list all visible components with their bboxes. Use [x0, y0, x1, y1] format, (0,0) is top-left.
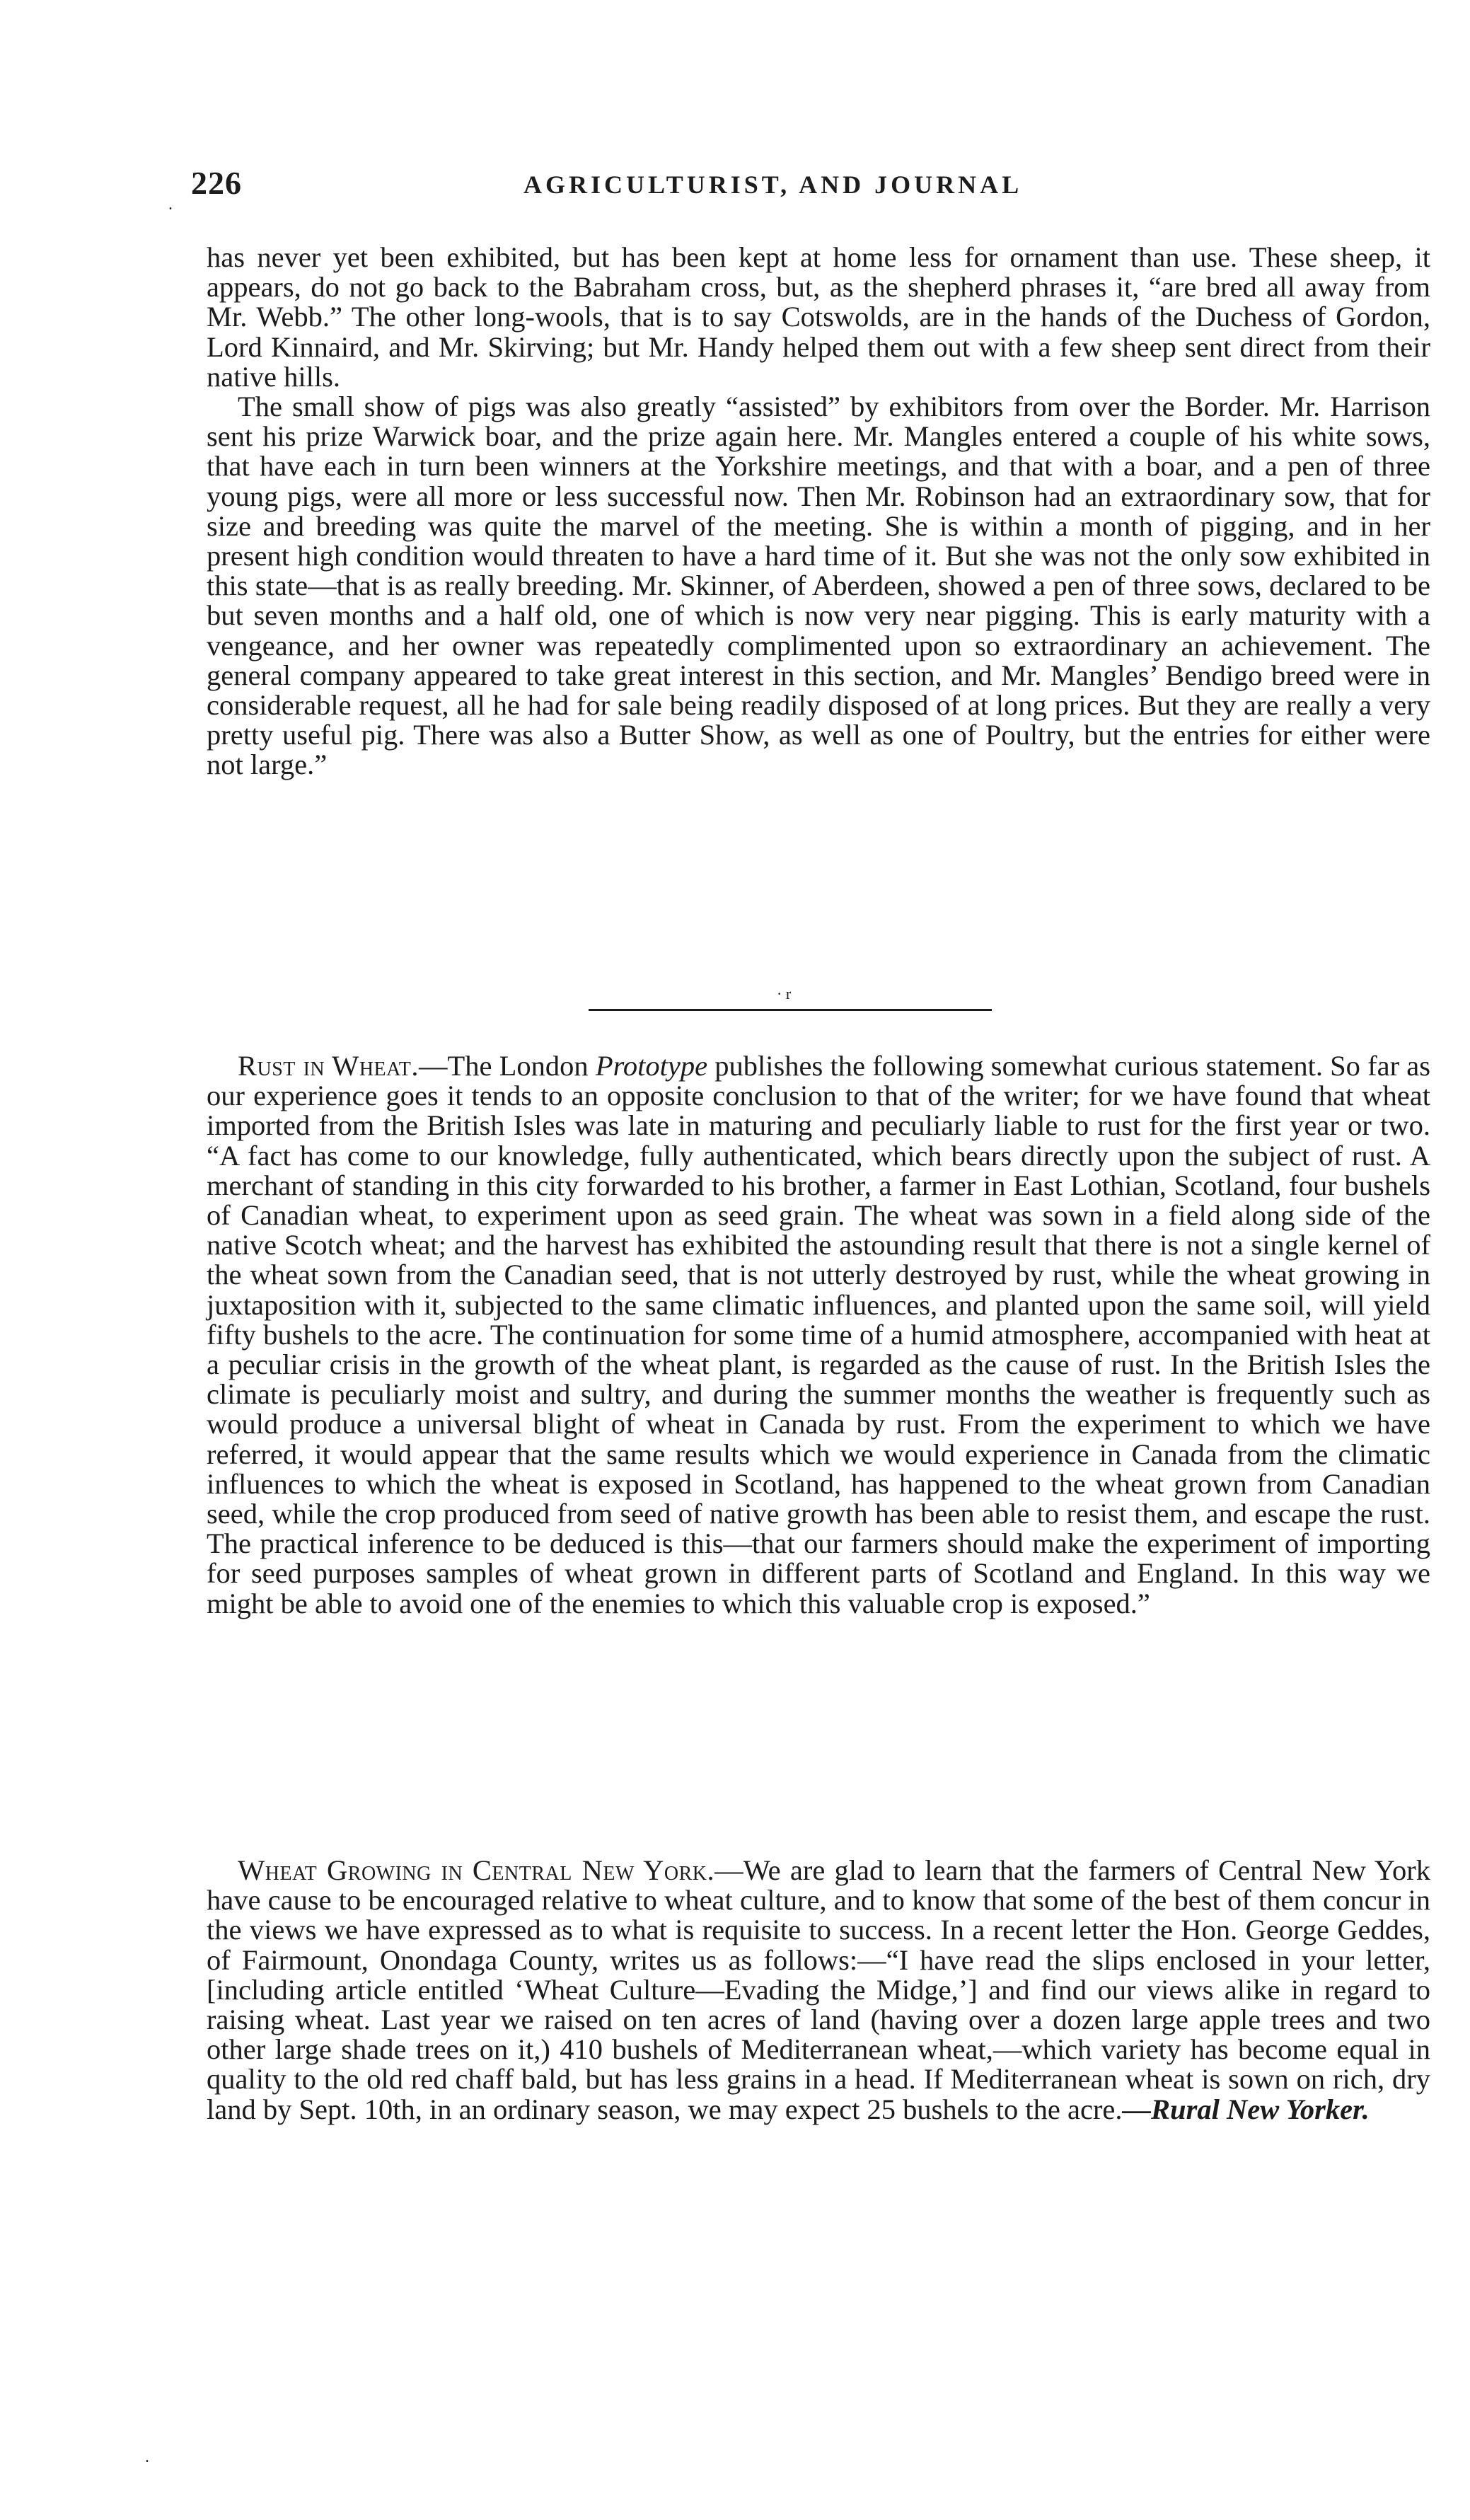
article-livestock-show	[207, 243, 1430, 780]
page-number: 226	[191, 165, 242, 201]
section-divider	[589, 1009, 992, 1011]
article-text: —We are glad to learn that the farmers of Central New York have cause to be encouraged relative to wheat culture, and to know that some of the best of them concur in the views we have expressed as to what is requisite to success. In a recent letter the Hon. George Geddes, of Fairmount, Onondaga County, writes us as follows:—“I have read the slips enclosed in your letter, [including article entitled ‘Wheat Culture—Evading the Midge,’] and find our views alike in regard to raising wheat. Last year we raised on ten acres of land (having over a dozen large apple trees and two other large shade trees on it,) 410 bushels of Mediterranean wheat,—which variety has become equal in quality to the old red chaff bald, but has less grains in a head. If Mediterranean wheat is sown on rich, dry land by Sept. 10th, in an ordinary season, we may expect 25 bushels to the acre.	[207, 1854, 1430, 2125]
margin-mark: .	[145, 2448, 149, 2466]
source-attribution: —Rural New Yorker.	[1122, 2093, 1370, 2125]
divider-mark: · r	[777, 985, 792, 1002]
article-wheat-growing	[207, 1856, 1430, 2125]
paragraph-wheat-growing	[207, 1856, 1430, 2125]
article-heading: Rust in Wheat.	[238, 1050, 419, 1082]
running-head	[191, 164, 1436, 207]
paragraph-rust-in-wheat	[207, 1051, 1430, 1619]
article-heading: Wheat Growing in Central New York.	[238, 1854, 715, 1886]
margin-mark: .	[168, 195, 173, 214]
article-rust-in-wheat	[207, 1051, 1430, 1619]
article-text: —The London	[419, 1050, 596, 1082]
paragraph-sheep: has never yet been exhibited, but has been kept at home less for ornament than use. These sheep, it appears, do not go back to the Babraham cross, but, as the shepherd phrases it, “are bred all away from Mr. Webb.” The other long-wools, that is to say Cotswolds, are in the hands of the Duchess of Gordon, Lord Kinnaird, and Mr. Skirving; but Mr. Handy helped them out with a few sheep sent direct from their native hills.	[207, 241, 1430, 393]
article-text: publishes the following somewhat curious statement. So far as our experience goes it tends to an opposite conclusion to that of the writer; for we have found that wheat imported from the British Isles was late in maturing and peculiarly liable to rust for the first year or two. “A fact has come to our knowledge, fully authenticated, which bears directly upon the subject of rust. A merchant of standing in this city forwarded to his brother, a farmer in East Lothian, Scotland, four bushels of Canadian wheat, to experiment upon as seed grain. The wheat was sown in a field along side of the native Scotch wheat; and the harvest has exhibited the astounding result that there is not a single kernel of the wheat sown from the Canadian seed, that is not utterly destroyed by rust, while the wheat growing in juxtaposition with it, subjected to the same climatic influences, and planted upon the same soil, will yield fifty bushels to the acre. The continuation for some time of a humid atmosphere, accompanied with heat at a peculiar crisis in the growth of the wheat plant, is regarded as the cause of rust. In the British Isles the climate is peculiarly moist and sultry, and during the summer months the weather is frequently such as would produce a universal blight of wheat in Canada by rust. From the experiment to which we have referred, it would appear that the same results which we would experience in Canada from the climatic influences to which the wheat is exposed in Scotland, has happened to the wheat grown from Canadian seed, while the crop produced from seed of native growth has been able to resist them, and escape the rust. The practical inference to be deduced is this—that our farmers should make the experiment of importing for seed purposes samples of wheat grown in different parts of Scotland and England. In this way we might be able to avoid one of the enemies to which this valuable crop is exposed.”	[207, 1050, 1430, 1619]
paragraph-pigs: The small show of pigs was also greatly “assisted” by exhibitors from over the Border. Mr. Harrison sent his prize Warwick boar, and the prize again here. Mr. Mangles entered a couple of his white sows, that have each in turn been winners at the Yorkshire meetings, and that with a boar, and a pen of three young pigs, were all more or less successful now. Then Mr. Robinson had an extraordinary sow, that for size and breeding was quite the marvel of the meeting. She is within a month of pigging, and in her present high condition would threaten to have a hard time of it. But she was not the only sow exhibited in this state—that is as really breeding. Mr. Skinner, of Aberdeen, showed a pen of three sows, declared to be but seven months and a half old, one of which is now very near pigging. This is early maturity with a vengeance, and her owner was repeatedly complimented upon so extraordinary an achievement. The general company appeared to take great interest in this section, and Mr. Mangles’ Bendigo breed were in considerable request, all he had for sale being readily disposed of at long prices. But they are really a very pretty useful pig. There was also a Butter Show, as well as one of Poultry, but the entries for either were not large.”	[207, 391, 1430, 781]
running-title: AGRICULTURIST, AND JOURNAL	[523, 170, 1023, 199]
newspaper-title: Prototype	[595, 1050, 708, 1082]
